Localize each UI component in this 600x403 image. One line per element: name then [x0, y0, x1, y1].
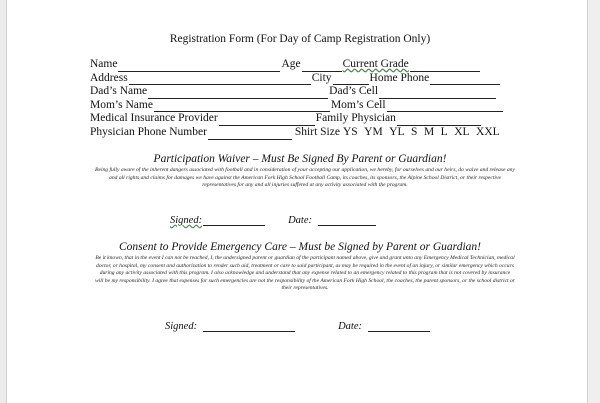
shirt-size-options — [343, 126, 500, 140]
row-medical — [90, 112, 504, 126]
form-title: Registration Form (For Day of Camp Registration Only) — [169, 33, 431, 45]
consent-date-label: Date: — [338, 321, 362, 332]
row-mom — [90, 99, 504, 113]
waiver-signature-field[interactable] — [203, 217, 265, 226]
row-address — [90, 72, 504, 86]
shirt-size-option[interactable]: S — [411, 125, 418, 138]
shirt-size-option[interactable]: YM — [364, 125, 383, 138]
current-grade-label: Current Grade — [342, 58, 409, 70]
address-field[interactable] — [129, 75, 311, 85]
name-label: Name — [90, 58, 118, 70]
moms-name-field[interactable] — [154, 102, 330, 112]
waiver-text: Being fully aware of the inherent dangers associated with football and in consideration of your accepting our application, we hereby, for ourselves and our heirs, do waive and release any and all rights and claims for damages we have against the American Fork High School Football Camp, its coaches, its sponsors, the Alpine School District, or their respective representatives for any and all injuries suffered at any activity associated with the program. — [95, 167, 515, 189]
shirt-size-option[interactable]: L — [440, 125, 448, 138]
waiver-date-field[interactable] — [318, 217, 376, 226]
row-name — [90, 58, 504, 72]
shirt-size-option[interactable]: YS — [342, 125, 358, 138]
consent-signed-label: Signed: — [165, 321, 198, 332]
row-dad — [90, 85, 504, 99]
waiver-date-label: Date: — [288, 215, 312, 226]
window-edge-right — [587, 0, 600, 403]
shirt-size-option[interactable]: XL — [454, 125, 470, 138]
shirt-size-label: Shirt Size — [294, 125, 340, 138]
dads-name-label: Dad’s Name — [90, 85, 148, 98]
medical-insurance-field[interactable] — [219, 116, 315, 126]
moms-cell-field[interactable] — [387, 102, 503, 112]
dads-name-field[interactable] — [148, 89, 328, 99]
shirt-size-option[interactable]: YL — [389, 125, 405, 138]
dads-cell-label: Dad’s Cell — [329, 85, 379, 98]
name-field[interactable] — [118, 62, 280, 72]
city-field[interactable] — [333, 75, 369, 85]
family-physician-label: Family Physician — [315, 112, 396, 125]
medical-insurance-label: Medical Insurance Provider — [90, 112, 218, 125]
waiver-signature-row — [170, 215, 377, 226]
waiver-heading: Participation Waiver – Must Be Signed By Parent or Guardian! — [153, 153, 447, 165]
dads-cell-field[interactable] — [379, 89, 496, 99]
consent-signature-row — [165, 321, 431, 332]
age-field[interactable] — [302, 62, 342, 72]
physician-phone-label: Physician Phone Number — [90, 125, 207, 138]
shirt-size-option[interactable]: XXL — [476, 125, 500, 138]
family-physician-field[interactable] — [397, 116, 481, 126]
address-label: Address — [90, 71, 128, 84]
waiver-signed-label: Signed: — [170, 215, 203, 226]
home-phone-field[interactable] — [430, 75, 500, 85]
consent-text: Be it known, that in the event I can not be reached, I, the undersigned parent or guardian of the participant named above, give and grant unto any Emergency Medical Technician, medical doctor, or hospital, my consent and authorization to render such aid, treatment or care to said participant, as may be required in the event of an injury, or similar emergency which occurs during any activity associated with this program. I also acknowledge and understand that any expense related to an emergency related to this program that is not covered by insurance will be my responsibility. I agree that expenses for such emergencies are not the responsibility of the American Fork High School, the coaches, the parent sponsors, or the school district or their representatives. — [95, 255, 515, 292]
age-label: Age — [281, 58, 301, 70]
moms-name-label: Mom’s Name — [90, 98, 153, 111]
shirt-size-option[interactable]: M — [423, 125, 435, 138]
row-physician-phone — [90, 126, 504, 140]
moms-cell-label: Mom’s Cell — [330, 98, 386, 111]
current-grade-field[interactable] — [410, 62, 480, 72]
consent-date-field[interactable] — [368, 323, 430, 332]
home-phone-label: Home Phone — [369, 71, 430, 84]
consent-heading: Consent to Provide Emergency Care – Must be Signed by Parent or Guardian! — [119, 241, 481, 253]
registration-fields — [90, 58, 504, 140]
consent-signature-field[interactable] — [203, 323, 295, 332]
physician-phone-field[interactable] — [208, 130, 292, 140]
city-label: City — [311, 71, 332, 84]
